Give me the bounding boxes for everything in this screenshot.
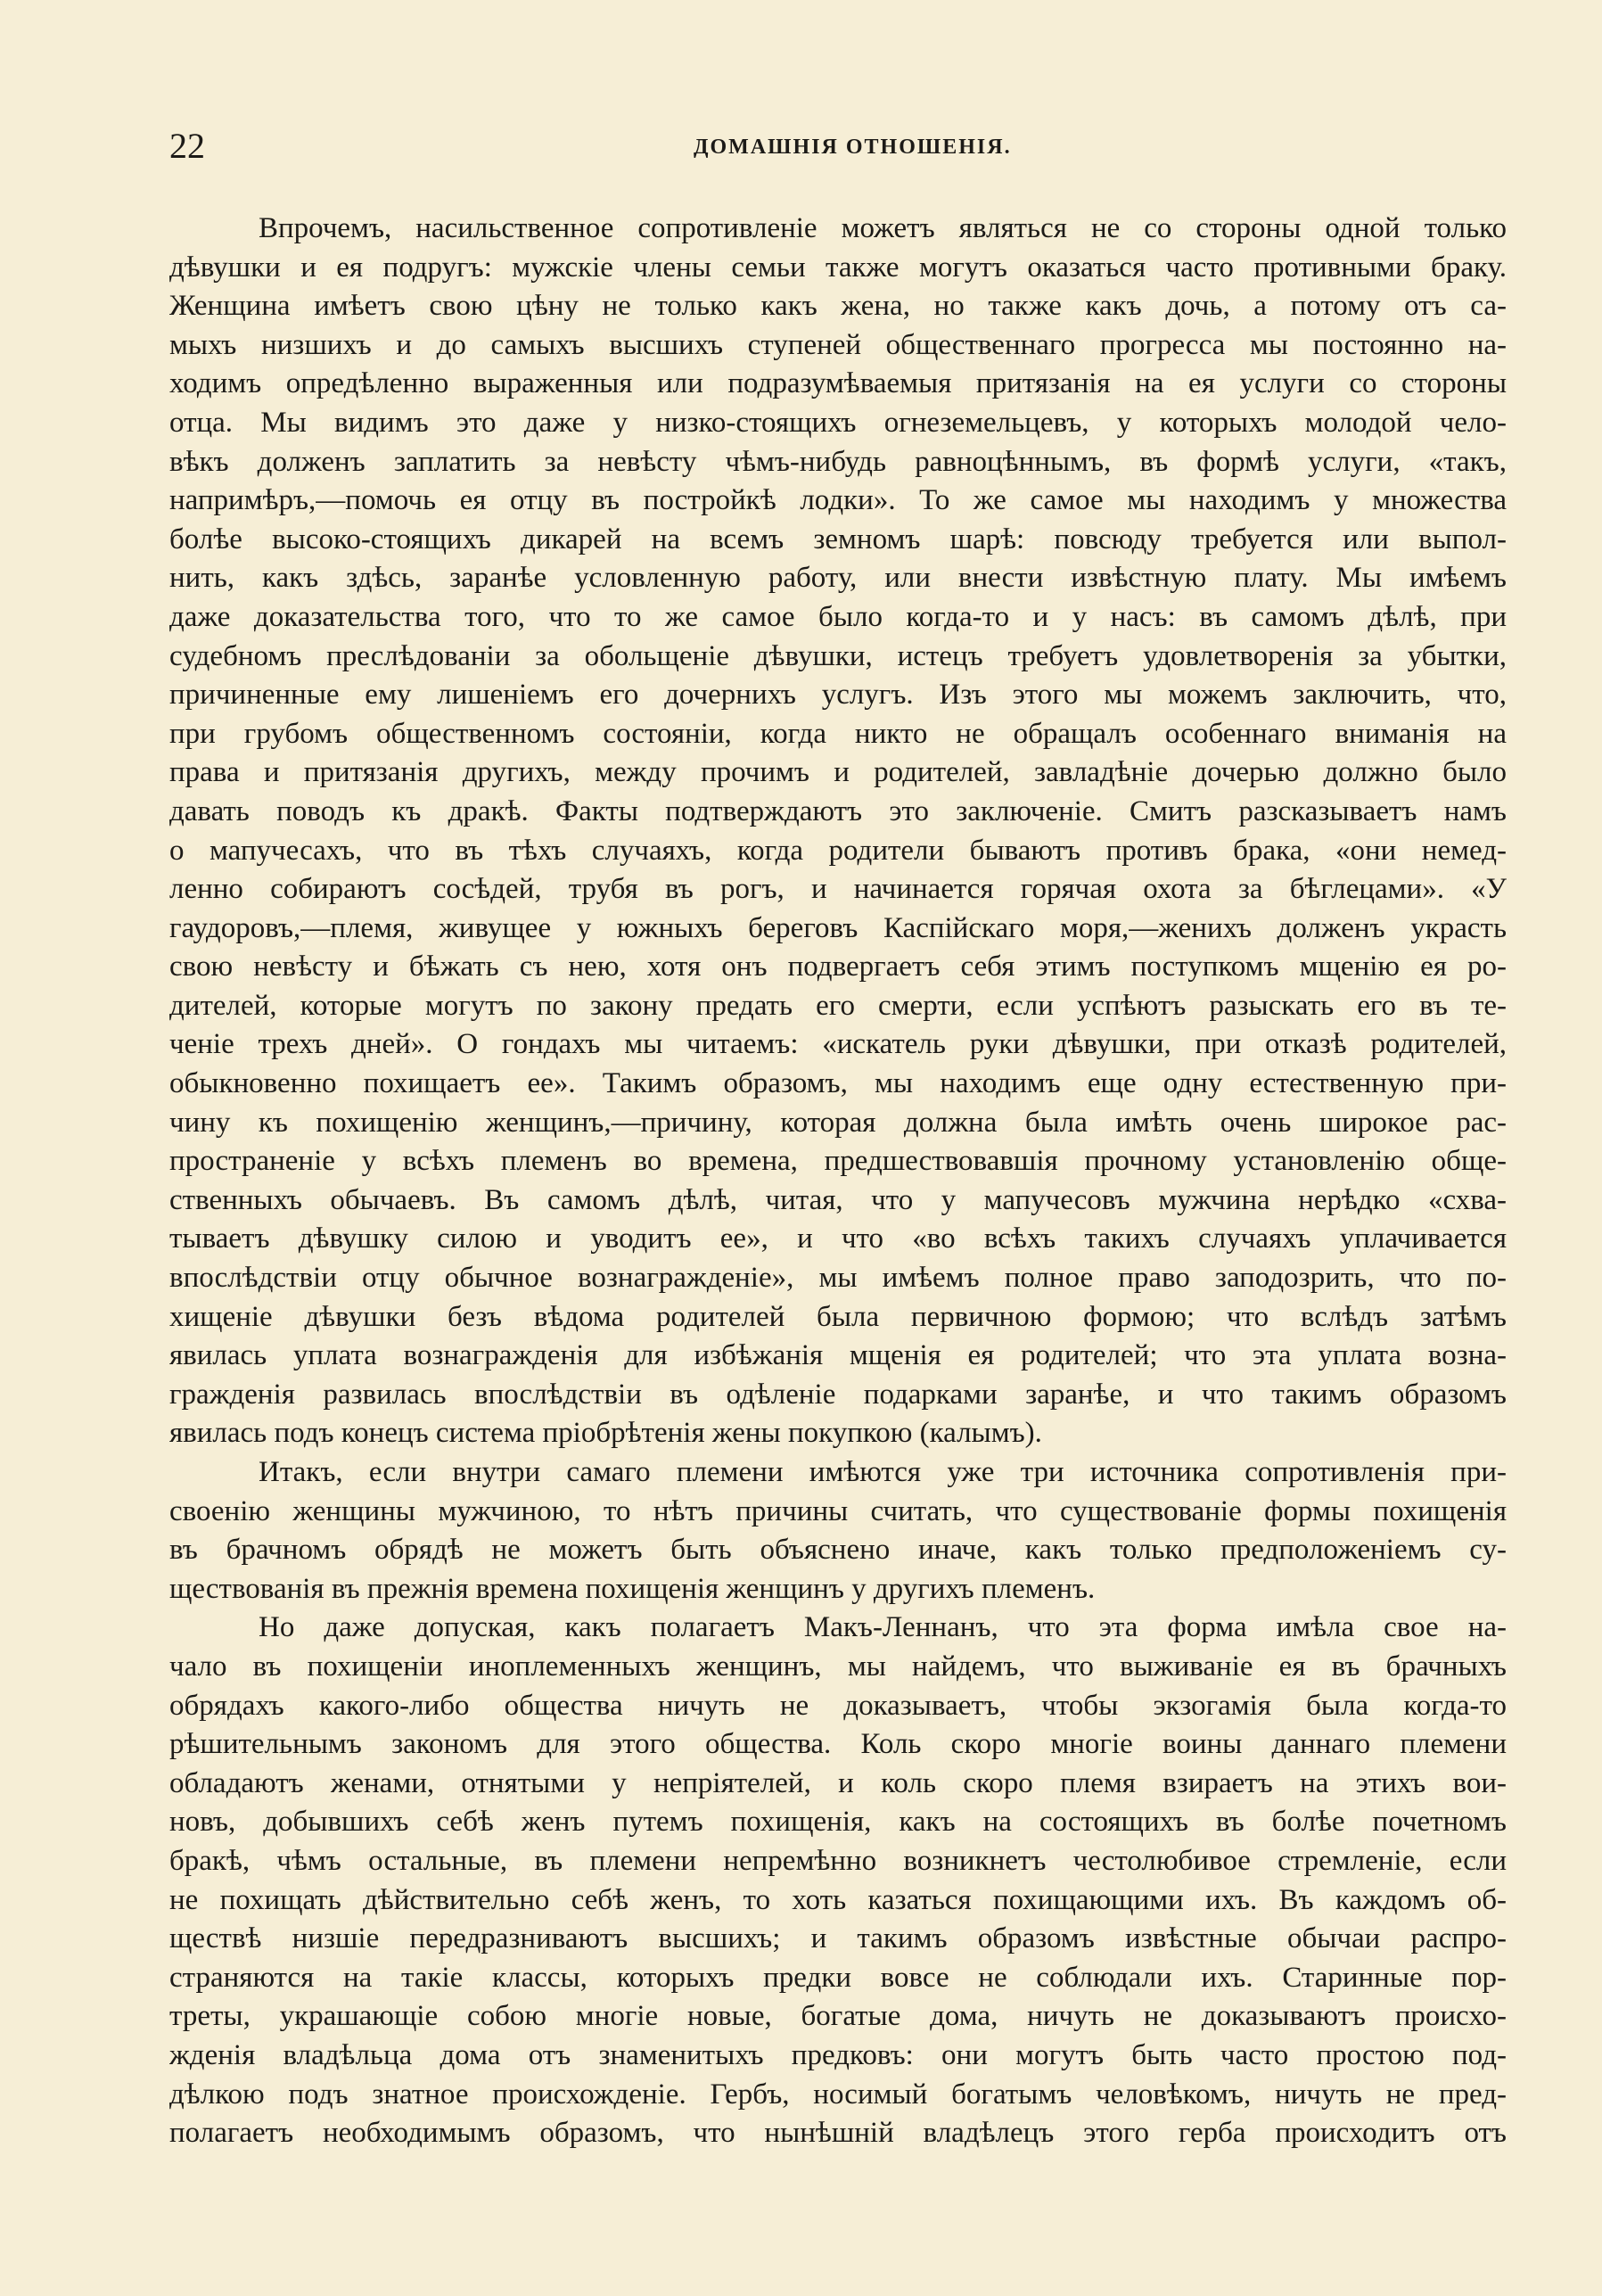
text-line: о мапучесахъ, что въ тѣхъ случаяхъ, когда родители бываютъ противъ брака, «они немед- — [169, 834, 1507, 867]
text-line: явилась уплата вознагражденія для избѣжанія мщенія ея родителей; что эта уплата возна- — [169, 1339, 1507, 1372]
text-line: дителей, которые могутъ по закону предать его смерти, если успѣютъ разыскать его въ те- — [169, 989, 1507, 1022]
text-line: дѣвушки и ея подругъ: мужскіе члены семьи также могутъ оказаться часто противными браку. — [169, 251, 1507, 284]
text-line: мыхъ низшихъ и до самыхъ высшихъ ступеней общественнаго прогресса мы постоянно на- — [169, 328, 1507, 361]
text-line: нить, какъ здѣсь, заранѣе условленную работу, или внести извѣстную плату. Мы имѣемъ — [169, 562, 1507, 595]
text-line: пространеніе у всѣхъ племенъ во времена, предшествовавшія прочному установленію обще- — [169, 1145, 1507, 1178]
text-line: ственныхъ обычаевъ. Въ самомъ дѣлѣ, читая, что у мапучесовъ мужчина нерѣдко «схва- — [169, 1183, 1507, 1216]
text-line: вѣкъ долженъ заплатить за невѣсту чѣмъ-нибудь равноцѣннымъ, въ формѣ услуги, «такъ, — [169, 445, 1507, 478]
text-line: впослѣдствіи отцу обычное вознагражденіе», мы имѣемъ полное право заподозрить, что по- — [169, 1262, 1507, 1295]
text-line: давать поводъ къ дракѣ. Факты подтверждаютъ это заключеніе. Смитъ разсказываетъ намъ — [169, 794, 1507, 827]
text-line: полагаетъ необходимымъ образомъ, что нынѣшній владѣлецъ этого герба происходитъ отъ — [169, 2117, 1507, 2150]
text-line: тываетъ дѣвушку силою и уводитъ ее», и что «во всѣхъ такихъ случаяхъ уплачивается — [169, 1222, 1507, 1255]
text-line: обрядахъ какого-либо общества ничуть не доказываетъ, чтобы экзогамія была когда-то — [169, 1689, 1507, 1722]
text-line: жденія владѣльца дома отъ знаменитыхъ предковъ: они могутъ быть часто простою под- — [169, 2038, 1507, 2071]
text-line: Но даже допуская, какъ полагаетъ Макъ-Леннанъ, что эта форма имѣла свое на- — [259, 1611, 1507, 1644]
text-line: напримѣръ,—помочь ея отцу въ постройкѣ лодки». То же самое мы находимъ у множества — [169, 484, 1507, 517]
text-line: страняются на такіе классы, которыхъ предки вовсе не соблюдали ихъ. Старинные пор- — [169, 1961, 1507, 1994]
text-line: чало въ похищеніи иноплеменныхъ женщинъ, мы найдемъ, что выживаніе ея въ брачныхъ — [169, 1650, 1507, 1683]
text-line: явилась подъ конецъ система пріобрѣтенія жены покупкою (калымъ). — [169, 1417, 1042, 1450]
text-line: чину къ похищенію женщинъ,—причину, которая должна была имѣть очень широкое рас- — [169, 1106, 1507, 1139]
text-line: Женщина имѣетъ свою цѣну не только какъ жена, но также какъ дочь, а потому отъ са- — [169, 290, 1507, 323]
running-head — [169, 125, 1507, 169]
text-line: дѣлкою подъ знатное происхожденіе. Гербъ, носимый богатымъ человѣкомъ, ничуть не пред- — [169, 2078, 1507, 2111]
text-line: ленно собираютъ сосѣдей, трубя въ рогъ, и начинается горячая охота за бѣглецами». «У — [169, 873, 1507, 906]
text-line: ществѣ низшіе передразниваютъ высшихъ; и такимъ образомъ извѣстные обычаи распро- — [169, 1922, 1507, 1955]
text-line: ченіе трехъ дней». О гондахъ мы читаемъ: «искатель руки дѣвушки, при отказѣ родителей, — [169, 1028, 1507, 1061]
page-number: 22 — [169, 126, 205, 166]
text-line: въ брачномъ обрядѣ не можетъ быть объяснено иначе, какъ только предположеніемъ су- — [169, 1534, 1507, 1567]
text-line: новъ, добывшихъ себѣ женъ путемъ похищенія, какъ на состоящихъ въ болѣе почетномъ — [169, 1806, 1507, 1839]
text-line: гражденія развилась впослѣдствіи въ одѣленіе подарками заранѣе, и что такимъ образомъ — [169, 1378, 1507, 1411]
text-line: Итакъ, если внутри самаго племени имѣются уже три источника сопротивленія при- — [259, 1456, 1507, 1488]
text-line: рѣшительнымъ закономъ для этого общества. Коль скоро многіе воины даннаго племени — [169, 1728, 1507, 1761]
text-line: Впрочемъ, насильственное сопротивленіе можетъ являться не со стороны одной только — [259, 212, 1507, 244]
text-line: болѣе высоко-стоящихъ дикарей на всемъ земномъ шарѣ: повсюду требуется или выпол- — [169, 523, 1507, 555]
text-line: права и притязанія другихъ, между прочимъ и родителей, завладѣніе дочерью должно было — [169, 756, 1507, 789]
text-line: своенію женщины мужчиною, то нѣтъ причины считать, что существованіе формы похищенія — [169, 1494, 1507, 1527]
text-line: причиненные ему лишеніемъ его дочернихъ услугъ. Изъ этого мы можемъ заключить, что, — [169, 679, 1507, 712]
text-line: хищеніе дѣвушки безъ вѣдома родителей была первичною формою; что вслѣдъ затѣмъ — [169, 1300, 1507, 1333]
text-line: судебномъ преслѣдованіи за обольщеніе дѣвушки, истецъ требуетъ удовлетворенія за убытки, — [169, 639, 1507, 672]
text-line: обладаютъ женами, отнятыми у непріятелей, и коль скоро племя взираетъ на этихъ вои- — [169, 1766, 1507, 1799]
body-text — [169, 210, 1507, 2153]
text-line: гаудоровъ,—племя, живущее у южныхъ береговъ Каспійскаго моря,—женихъ долженъ украсть — [169, 911, 1507, 944]
text-line: треты, украшающіе собою многіе новые, богатые дома, ничуть не доказываютъ происхо- — [169, 2000, 1507, 2033]
text-line: отца. Мы видимъ это даже у низко-стоящихъ огнеземельцевъ, у которыхъ молодой чело- — [169, 406, 1507, 439]
text-line: ществованія въ прежнія времена похищенія женщинъ у другихъ племенъ. — [169, 1572, 1096, 1605]
text-line: обыкновенно похищаетъ ее». Такимъ образомъ, мы находимъ еще одну естественную при- — [169, 1067, 1507, 1100]
text-line: ходимъ опредѣленно выраженныя или подразумѣваемыя притязанія на ея услуги со стороны — [169, 367, 1507, 400]
text-line: при грубомъ общественномъ состояніи, когда никто не обращалъ особеннаго вниманія на — [169, 717, 1507, 750]
text-line: не похищать дѣйствительно себѣ женъ, то хоть казаться похищающими ихъ. Въ каждомъ об- — [169, 1883, 1507, 1916]
text-line: бракѣ, чѣмъ остальные, въ племени непремѣнно возникнетъ честолюбивое стремленіе, если — [169, 1844, 1507, 1877]
text-line: даже доказательства того, что то же самое было когда-то и у насъ: въ самомъ дѣлѣ, при — [169, 600, 1507, 633]
text-line: свою невѣсту и бѣжать съ нею, хотя онъ подвергаетъ себя этимъ поступкомъ мщенію ея ро- — [169, 950, 1507, 983]
running-title: ДОМАШНІЯ ОТНОШЕНІЯ. — [694, 136, 1012, 159]
